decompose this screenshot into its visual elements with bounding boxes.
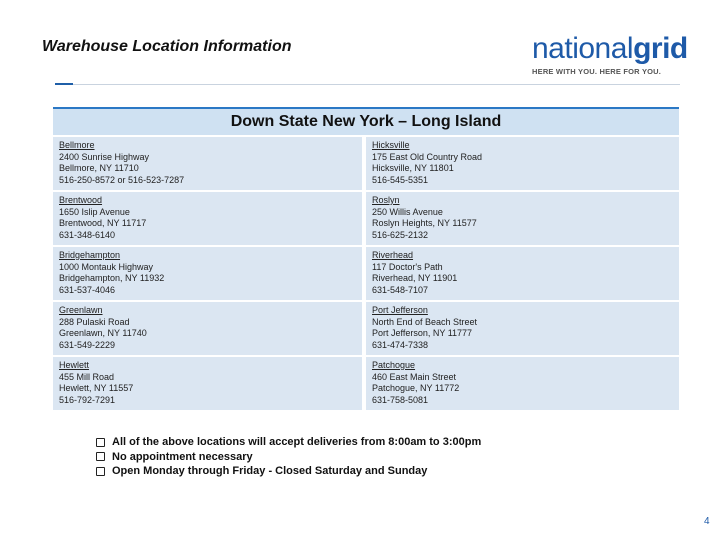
location-city: Brentwood, NY 11717 bbox=[59, 218, 147, 228]
logo-wordmark bbox=[532, 34, 692, 64]
location-city: Hewlett, NY 11557 bbox=[59, 383, 134, 393]
location-phone: 516-545-5351 bbox=[372, 174, 429, 185]
location-name: Hewlett bbox=[59, 360, 90, 370]
note-item bbox=[96, 435, 481, 450]
logo-word-light: national bbox=[532, 32, 634, 65]
note-text: Open Monday through Friday - Closed Saturday and Sunday bbox=[112, 465, 428, 478]
table-header: Down State New York – Long Island bbox=[53, 107, 679, 135]
location-phone: 631-549-2229 bbox=[59, 339, 116, 350]
location-phone: 631-474-7338 bbox=[372, 339, 429, 350]
table-row bbox=[53, 247, 679, 300]
page-title: Warehouse Location Information bbox=[42, 38, 292, 55]
logo-tagline: HERE WITH YOU. HERE FOR YOU. bbox=[532, 67, 662, 76]
location-name: Roslyn bbox=[372, 195, 400, 205]
note-item bbox=[96, 464, 481, 479]
location-address: 250 Willis Avenue bbox=[372, 206, 443, 217]
location-phone: 631-758-5081 bbox=[372, 394, 429, 405]
location-city: Hicksville, NY 11801 bbox=[372, 163, 454, 173]
location-address: 1000 Montauk Highway bbox=[59, 261, 154, 272]
note-text: All of the above locations will accept deliveries from 8:00am to 3:00pm bbox=[112, 436, 482, 449]
location-name: Bridgehampton bbox=[59, 250, 121, 260]
note-text: No appointment necessary bbox=[112, 450, 253, 463]
location-address: North End of Beach Street bbox=[372, 316, 478, 327]
location-address: 2400 Sunrise Highway bbox=[59, 151, 150, 162]
location-cell bbox=[366, 302, 679, 355]
location-address: 460 East Main Street bbox=[372, 371, 457, 382]
location-cell bbox=[53, 357, 362, 410]
location-phone: 631-548-7107 bbox=[372, 284, 429, 295]
location-address: 455 Mill Road bbox=[59, 371, 115, 382]
location-name: Hicksville bbox=[372, 140, 410, 150]
location-city: Port Jefferson, NY 11777 bbox=[372, 328, 473, 338]
location-address: 288 Pulaski Road bbox=[59, 316, 130, 327]
page-number: 4 bbox=[704, 516, 710, 527]
logo-word-bold: grid bbox=[633, 32, 688, 65]
location-phone: 516-250-8572 or 516-523-7287 bbox=[59, 174, 185, 185]
location-city: Patchogue, NY 11772 bbox=[372, 383, 460, 393]
title-divider bbox=[55, 84, 680, 85]
location-name: Port Jefferson bbox=[372, 305, 428, 315]
checkbox-bullet-icon bbox=[96, 467, 105, 476]
location-name: Patchogue bbox=[372, 360, 416, 370]
location-city: Greenlawn, NY 11740 bbox=[59, 328, 147, 338]
location-city: Bridgehampton, NY 11932 bbox=[59, 273, 165, 283]
location-cell bbox=[366, 357, 679, 410]
location-cell bbox=[53, 192, 362, 245]
location-cell bbox=[53, 137, 362, 190]
location-name: Greenlawn bbox=[59, 305, 103, 315]
note-item bbox=[96, 450, 481, 465]
location-name: Brentwood bbox=[59, 195, 103, 205]
location-cell bbox=[53, 302, 362, 355]
table-row bbox=[53, 137, 679, 190]
table-row bbox=[53, 357, 679, 410]
location-phone: 516-625-2132 bbox=[372, 229, 429, 240]
checkbox-bullet-icon bbox=[96, 438, 105, 447]
location-address: 175 East Old Country Road bbox=[372, 151, 483, 162]
location-cell bbox=[366, 247, 679, 300]
location-phone: 516-792-7291 bbox=[59, 394, 116, 405]
location-phone: 631-348-6140 bbox=[59, 229, 116, 240]
checkbox-bullet-icon bbox=[96, 452, 105, 461]
location-cell bbox=[366, 137, 679, 190]
delivery-notes bbox=[96, 435, 481, 479]
location-name: Riverhead bbox=[372, 250, 414, 260]
location-address: 117 Doctor's Path bbox=[372, 261, 443, 272]
national-grid-logo bbox=[532, 34, 692, 76]
location-city: Bellmore, NY 11710 bbox=[59, 163, 139, 173]
location-city: Roslyn Heights, NY 11577 bbox=[372, 218, 477, 228]
title-divider-accent bbox=[55, 83, 73, 85]
location-name: Bellmore bbox=[59, 140, 95, 150]
location-phone: 631-537-4046 bbox=[59, 284, 116, 295]
location-cell bbox=[366, 192, 679, 245]
table-row bbox=[53, 302, 679, 355]
locations-table bbox=[53, 107, 679, 410]
location-city: Riverhead, NY 11901 bbox=[372, 273, 458, 283]
location-address: 1650 Islip Avenue bbox=[59, 206, 130, 217]
table-row bbox=[53, 192, 679, 245]
location-cell bbox=[53, 247, 362, 300]
